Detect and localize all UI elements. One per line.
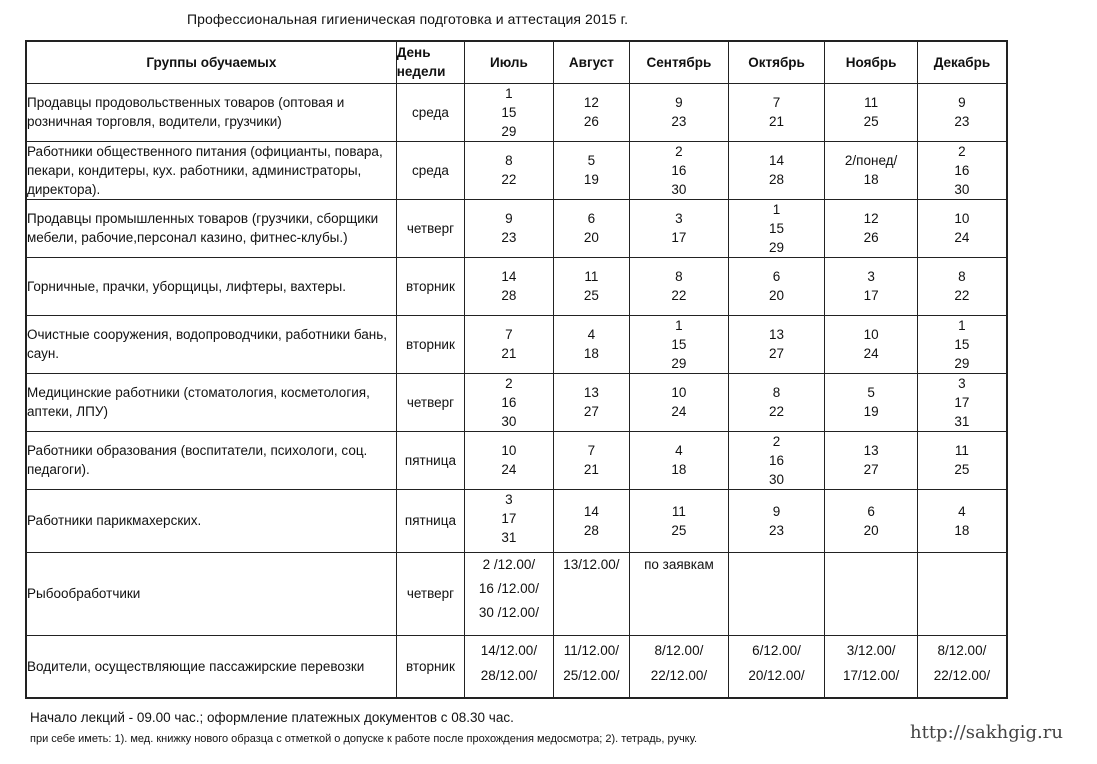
date-cell: 10 24 (630, 373, 729, 431)
date-cell: 4 18 (917, 489, 1007, 552)
date-cell: 8 22 (728, 373, 825, 431)
date-cell: 14 28 (728, 141, 825, 199)
site-url[interactable]: http://sakhgig.ru (910, 722, 1063, 743)
date-cell: 12 26 (825, 199, 918, 257)
date-cell: 2 16 30 (728, 431, 825, 489)
date-cell: 13 27 (728, 315, 825, 373)
header-row (26, 41, 1007, 83)
group-cell: Рыбообработчики (26, 552, 396, 635)
date-cell: 8 22 (630, 257, 729, 315)
weekday-cell: пятница (396, 489, 464, 552)
date-cell: 4 18 (553, 315, 629, 373)
date-cell: 14/12.00/ 28/12.00/ (465, 635, 554, 698)
table-row (26, 552, 1007, 635)
date-cell: 13 27 (825, 431, 918, 489)
date-cell: 9 23 (728, 489, 825, 552)
weekday-cell: четверг (396, 199, 464, 257)
date-cell: 7 21 (728, 83, 825, 141)
date-cell: 13 27 (553, 373, 629, 431)
date-cell (825, 552, 918, 635)
date-cell: 3/12.00/ 17/12.00/ (825, 635, 918, 698)
date-cell: 2 /12.00/ 16 /12.00/ 30 /12.00/ (465, 552, 554, 635)
bring-note: при себе иметь: 1). мед. книжку нового образца с отметкой о допуске к работе после прохождения медосмотра; 2). тетрадь, ручку. (30, 733, 698, 745)
date-cell: 11 25 (917, 431, 1007, 489)
header-month: Август (553, 41, 629, 83)
page-title: Профессиональная гигиеническая подготовка и аттестация 2015 г. (187, 11, 629, 27)
header-month: Октябрь (728, 41, 825, 83)
table-row (26, 489, 1007, 552)
group-cell: Работники парикмахерских. (26, 489, 396, 552)
group-cell: Очистные сооружения, водопроводчики, работники бань, саун. (26, 315, 396, 373)
group-cell: Работники общественного питания (официанты, повара, пекари, кондитеры, кух. работники, администраторы, директора). (26, 141, 396, 199)
weekday-cell: среда (396, 141, 464, 199)
group-cell: Горничные, прачки, уборщицы, лифтеры, вахтеры. (26, 257, 396, 315)
date-cell: 14 28 (553, 489, 629, 552)
header-day: День недели (396, 41, 464, 83)
date-cell: 6 20 (825, 489, 918, 552)
date-cell: 11 25 (630, 489, 729, 552)
weekday-cell: вторник (396, 635, 464, 698)
date-cell: 2 16 30 (630, 141, 729, 199)
date-cell: 4 18 (630, 431, 729, 489)
group-cell: Работники образования (воспитатели, психологи, соц. педагоги). (26, 431, 396, 489)
date-cell: 11 25 (825, 83, 918, 141)
date-cell: 1 15 29 (917, 315, 1007, 373)
date-cell: 3 17 31 (917, 373, 1007, 431)
date-cell: 1 15 29 (630, 315, 729, 373)
date-cell: 11/12.00/ 25/12.00/ (553, 635, 629, 698)
table-row (26, 635, 1007, 698)
weekday-cell: четверг (396, 552, 464, 635)
group-cell: Продавцы промышленных товаров (грузчики, сборщики мебели, рабочие,персонал казино, фитнес-клубы.) (26, 199, 396, 257)
weekday-cell: вторник (396, 257, 464, 315)
table-row (26, 199, 1007, 257)
date-cell: 7 21 (465, 315, 554, 373)
group-cell: Водители, осуществляющие пассажирские перевозки (26, 635, 396, 698)
date-cell: 2 16 30 (465, 373, 554, 431)
header-month: Сентябрь (630, 41, 729, 83)
date-cell: 10 24 (825, 315, 918, 373)
date-cell: 9 23 (465, 199, 554, 257)
date-cell: 8/12.00/ 22/12.00/ (917, 635, 1007, 698)
date-cell: 10 24 (917, 199, 1007, 257)
table-row (26, 373, 1007, 431)
header-groups: Группы обучаемых (26, 41, 396, 83)
weekday-cell: пятница (396, 431, 464, 489)
header-month: Июль (465, 41, 554, 83)
weekday-cell: среда (396, 83, 464, 141)
date-cell: 6/12.00/ 20/12.00/ (728, 635, 825, 698)
date-cell (917, 552, 1007, 635)
lecture-note: Начало лекций - 09.00 час.; оформление платежных документов с 08.30 час. (30, 710, 514, 725)
date-cell: 3 17 31 (465, 489, 554, 552)
date-cell: 3 17 (630, 199, 729, 257)
date-cell: 2/понед/ 18 (825, 141, 918, 199)
date-cell: 9 23 (630, 83, 729, 141)
group-cell: Медицинские работники (стоматология, косметология, аптеки, ЛПУ) (26, 373, 396, 431)
date-cell: по заявкам (630, 552, 729, 635)
date-cell: 2 16 30 (917, 141, 1007, 199)
date-cell: 8/12.00/ 22/12.00/ (630, 635, 729, 698)
date-cell: 5 19 (825, 373, 918, 431)
date-cell: 12 26 (553, 83, 629, 141)
header-month: Декабрь (917, 41, 1007, 83)
table-row (26, 141, 1007, 199)
table-row (26, 315, 1007, 373)
weekday-cell: четверг (396, 373, 464, 431)
date-cell: 14 28 (465, 257, 554, 315)
date-cell: 1 15 29 (465, 83, 554, 141)
date-cell: 13/12.00/ (553, 552, 629, 635)
schedule-table (25, 40, 1008, 699)
date-cell: 8 22 (465, 141, 554, 199)
table-row (26, 431, 1007, 489)
date-cell: 3 17 (825, 257, 918, 315)
header-month: Ноябрь (825, 41, 918, 83)
date-cell: 9 23 (917, 83, 1007, 141)
group-cell: Продавцы продовольственных товаров (оптовая и розничная торговля, водители, грузчики) (26, 83, 396, 141)
date-cell: 6 20 (728, 257, 825, 315)
weekday-cell: вторник (396, 315, 464, 373)
date-cell: 1 15 29 (728, 199, 825, 257)
date-cell: 6 20 (553, 199, 629, 257)
date-cell: 7 21 (553, 431, 629, 489)
date-cell: 5 19 (553, 141, 629, 199)
date-cell (728, 552, 825, 635)
table-row (26, 257, 1007, 315)
date-cell: 10 24 (465, 431, 554, 489)
date-cell: 8 22 (917, 257, 1007, 315)
table-row (26, 83, 1007, 141)
date-cell: 11 25 (553, 257, 629, 315)
